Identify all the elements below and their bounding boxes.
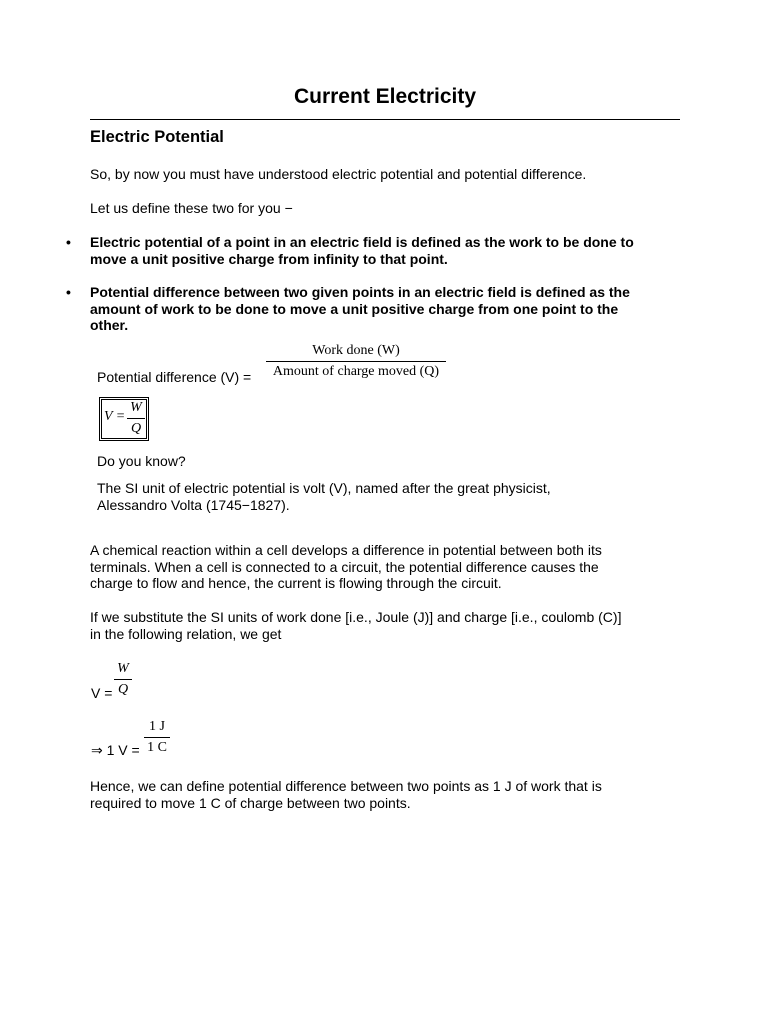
box-fraction — [127, 400, 145, 437]
formula-fraction — [266, 343, 446, 380]
define-intro: Let us define these two for you − — [90, 200, 293, 216]
formula3-lhs: ⇒ 1 V = — [91, 742, 140, 758]
title-divider — [90, 119, 680, 120]
fraction-bar — [127, 418, 145, 419]
fraction-bar — [114, 679, 132, 680]
page-title: Current Electricity — [293, 85, 477, 108]
box-lhs: V = — [104, 409, 126, 424]
text-line: The SI unit of electric potential is volt (V), named after the great physicist, — [97, 480, 551, 496]
formula-numerator: Work done (W) — [312, 343, 400, 358]
formula3-numerator: 1 J — [149, 719, 165, 734]
text-line: required to move 1 C of charge between two points. — [90, 794, 411, 811]
bullet-line: Electric potential of a point in an electric field is defined as the work to be done to — [90, 234, 634, 250]
formula2-numerator: W — [117, 661, 129, 676]
text-line: Alessandro Volta (1745−1827). — [97, 496, 290, 513]
section-heading: Electric Potential — [90, 128, 224, 146]
fraction-bar — [266, 361, 446, 362]
formula3-fraction — [144, 719, 170, 756]
box-numerator: W — [130, 400, 142, 415]
formula3-denominator: 1 C — [147, 740, 167, 755]
cell-paragraph — [90, 542, 680, 592]
bullet-potential-difference — [90, 284, 680, 334]
formula2-lhs: V = — [91, 685, 113, 701]
formula2-fraction — [114, 661, 132, 698]
text-line: charge to flow and hence, the current is flowing through the circuit. — [90, 575, 502, 591]
bullet-line: move a unit positive charge from infinity to that point. — [90, 250, 448, 267]
intro-paragraph: So, by now you must have understood electric potential and potential difference. — [90, 166, 587, 182]
conclusion-paragraph — [90, 778, 680, 811]
text-line: terminals. When a cell is connected to a circuit, the potential difference causes the — [90, 558, 599, 575]
text-line: in the following relation, we get — [90, 625, 282, 642]
formula-label: Potential difference (V) = — [97, 369, 252, 385]
formula2-denominator: Q — [117, 682, 129, 697]
text-line: Hence, we can define potential difference between two points as 1 J of work that is — [90, 778, 602, 794]
do-you-know-heading: Do you know? — [97, 453, 186, 469]
substitute-paragraph — [90, 609, 680, 642]
fraction-bar — [144, 737, 170, 738]
text-line: If we substitute the SI units of work done [i.e., Joule (J)] and charge [i.e., coulomb (C)] — [90, 609, 622, 625]
text-line: A chemical reaction within a cell develops a difference in potential between both its — [90, 542, 602, 558]
bullet-line: Potential difference between two given points in an electric field is defined as the — [90, 284, 630, 300]
box-denominator: Q — [130, 421, 142, 436]
bullet-icon: • — [66, 234, 71, 250]
formula-denominator: Amount of charge moved (Q) — [272, 364, 440, 379]
do-you-know-text — [97, 480, 657, 513]
bullet-electric-potential — [90, 234, 680, 267]
bullet-line: amount of work to be done to move a unit positive charge from one point to the — [90, 300, 619, 317]
bullet-icon: • — [66, 284, 71, 300]
bullet-line: other. — [90, 317, 129, 333]
